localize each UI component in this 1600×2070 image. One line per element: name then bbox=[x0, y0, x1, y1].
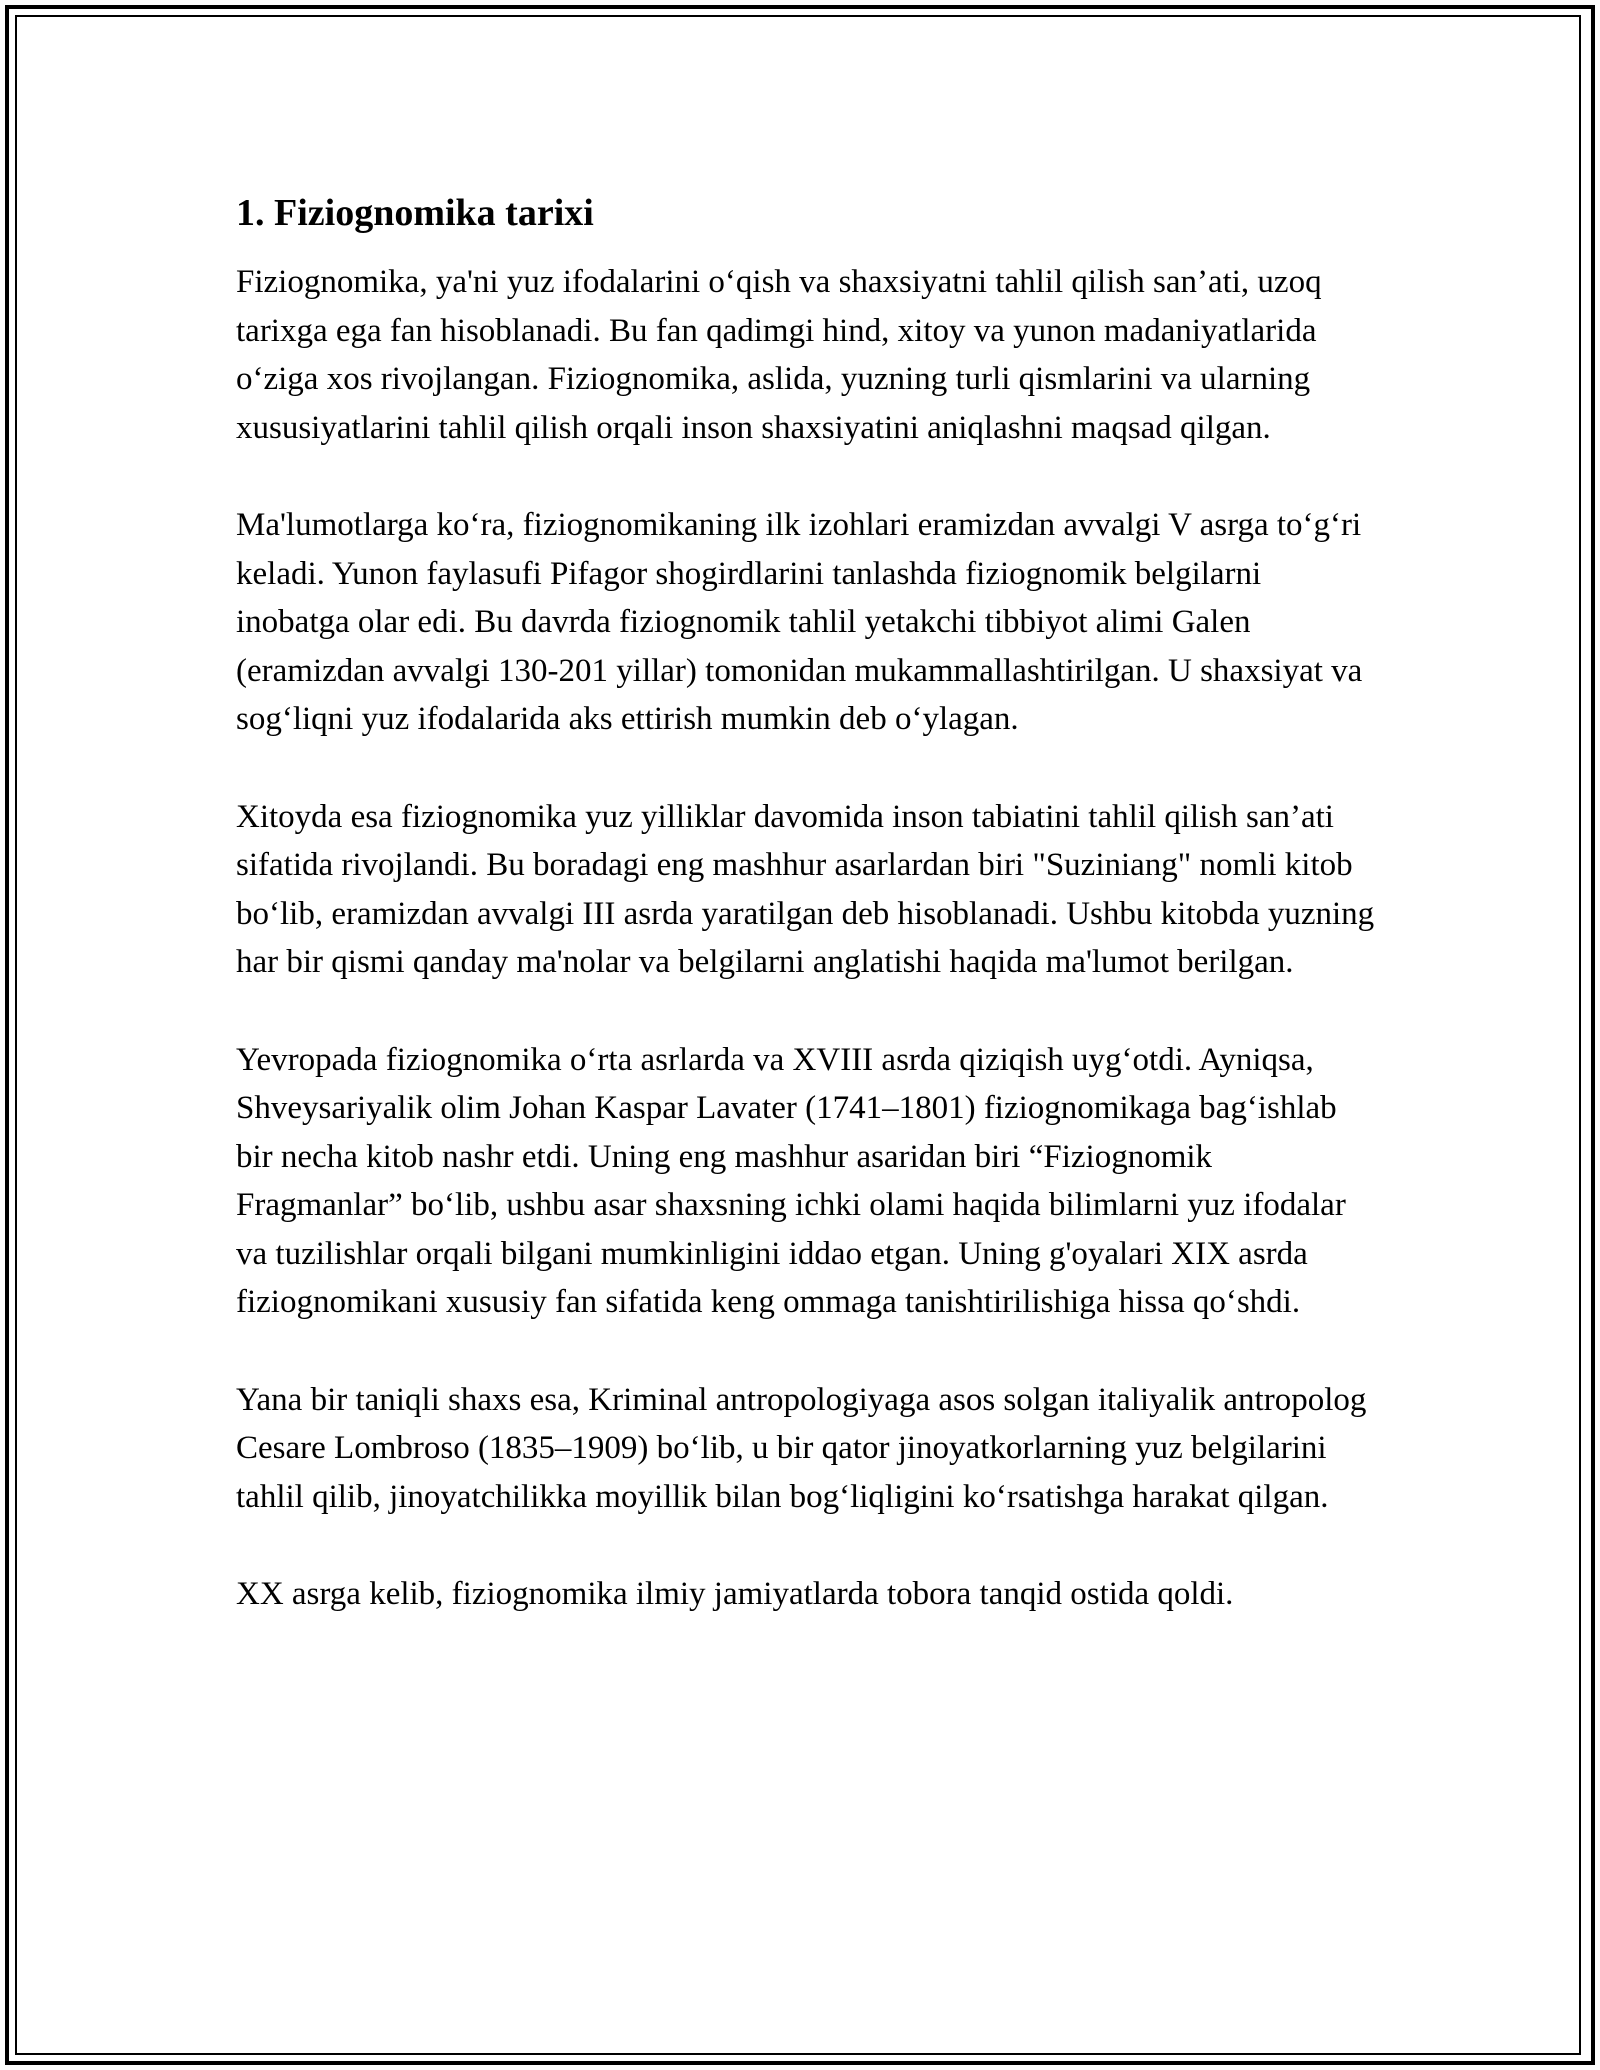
paragraph-ancient-greece: Ma'lumotlarga ko‘ra, fiziognomikaning ilk izohlari eramizdan avvalgi V asrga to‘g‘ri keladi. Yunon faylasufi Pifagor shogirdlarini tanlashda fiziognomik belgilarni inobatga olar edi. Bu davrda fiziognomik tahlil yetakchi tibbiyot alimi Galen (eramizdan avvalgi 130-201 yillar) tomonidan mukammallashtirilgan. U shaxsiyat va sog‘liqni yuz ifodalarida aks ettirish mumkin deb o‘ylagan. bbox=[236, 507, 1363, 737]
paragraph-lombroso: Yana bir taniqli shaxs esa, Kriminal antropologiyaga asos solgan italiyalik antropolog Cesare Lombroso (1835–1909) bo‘lib, u bir qator jinoyatkorlarning yuz belgilarini tahlil qilib, jinoyatchilikka moyillik bilan bog‘liqligini ko‘rsatishga harakat qilgan. bbox=[236, 1381, 1367, 1515]
paragraph-china: Xitoyda esa fiziognomika yuz yilliklar davomida inson tabiatini tahlil qilish san’ati sifatida rivojlandi. Bu boradagi eng mashhur asarlardan biri "Suziniang" nomli kitob bo‘lib, eramizdan avvalgi III asrda yaratilgan deb hisoblanadi. Ushbu kitobda yuzning har bir qismi qanday ma'nolar va belgilarni anglatishi haqida ma'lumot berilgan. bbox=[236, 798, 1375, 980]
paragraph-twentieth-century: XX asrga kelib, fiziognomika ilmiy jamiyatlarda tobora tanqid ostida qoldi. bbox=[236, 1576, 1234, 1612]
document-body bbox=[236, 188, 1376, 1668]
paragraph-europe: Yevropada fiziognomika o‘rta asrlarda va XVIII asrda qiziqish uyg‘otdi. Ayniqsa, Shveysariyalik olim Johan Kaspar Lavater (1741–1801) fiziognomikaga bag‘ishlab bir necha kitob nashr etdi. Uning eng mashhur asaridan biri “Fiziognomik Fragmanlar” bo‘lib, ushbu asar shaxsning ichki olami haqida bilimlarni yuz ifodalar va tuzilishlar orqali bilgani mumkinligini iddao etgan. Uning g'oyalari XIX asrda fiziognomikani xususiy fan sifatida keng ommaga tanishtirilishiga hissa qo‘shdi. bbox=[236, 1041, 1346, 1320]
paragraph-origins: Fiziognomika, ya'ni yuz ifodalarini o‘qish va shaxsiyatni tahlil qilish san’ati, uzoq tarixga ega fan hisoblanadi. Bu fan qadimgi hind, xitoy va yunon madaniyatlarida o‘ziga xos rivojlangan. Fiziognomika, aslida, yuzning turli qismlarini va ularning xususiyatlarini tahlil qilish orqali inson shaxsiyatini aniqlashni maqsad qilgan. bbox=[236, 264, 1322, 446]
section-heading: 1. Fiziognomika tarixi bbox=[236, 192, 594, 234]
